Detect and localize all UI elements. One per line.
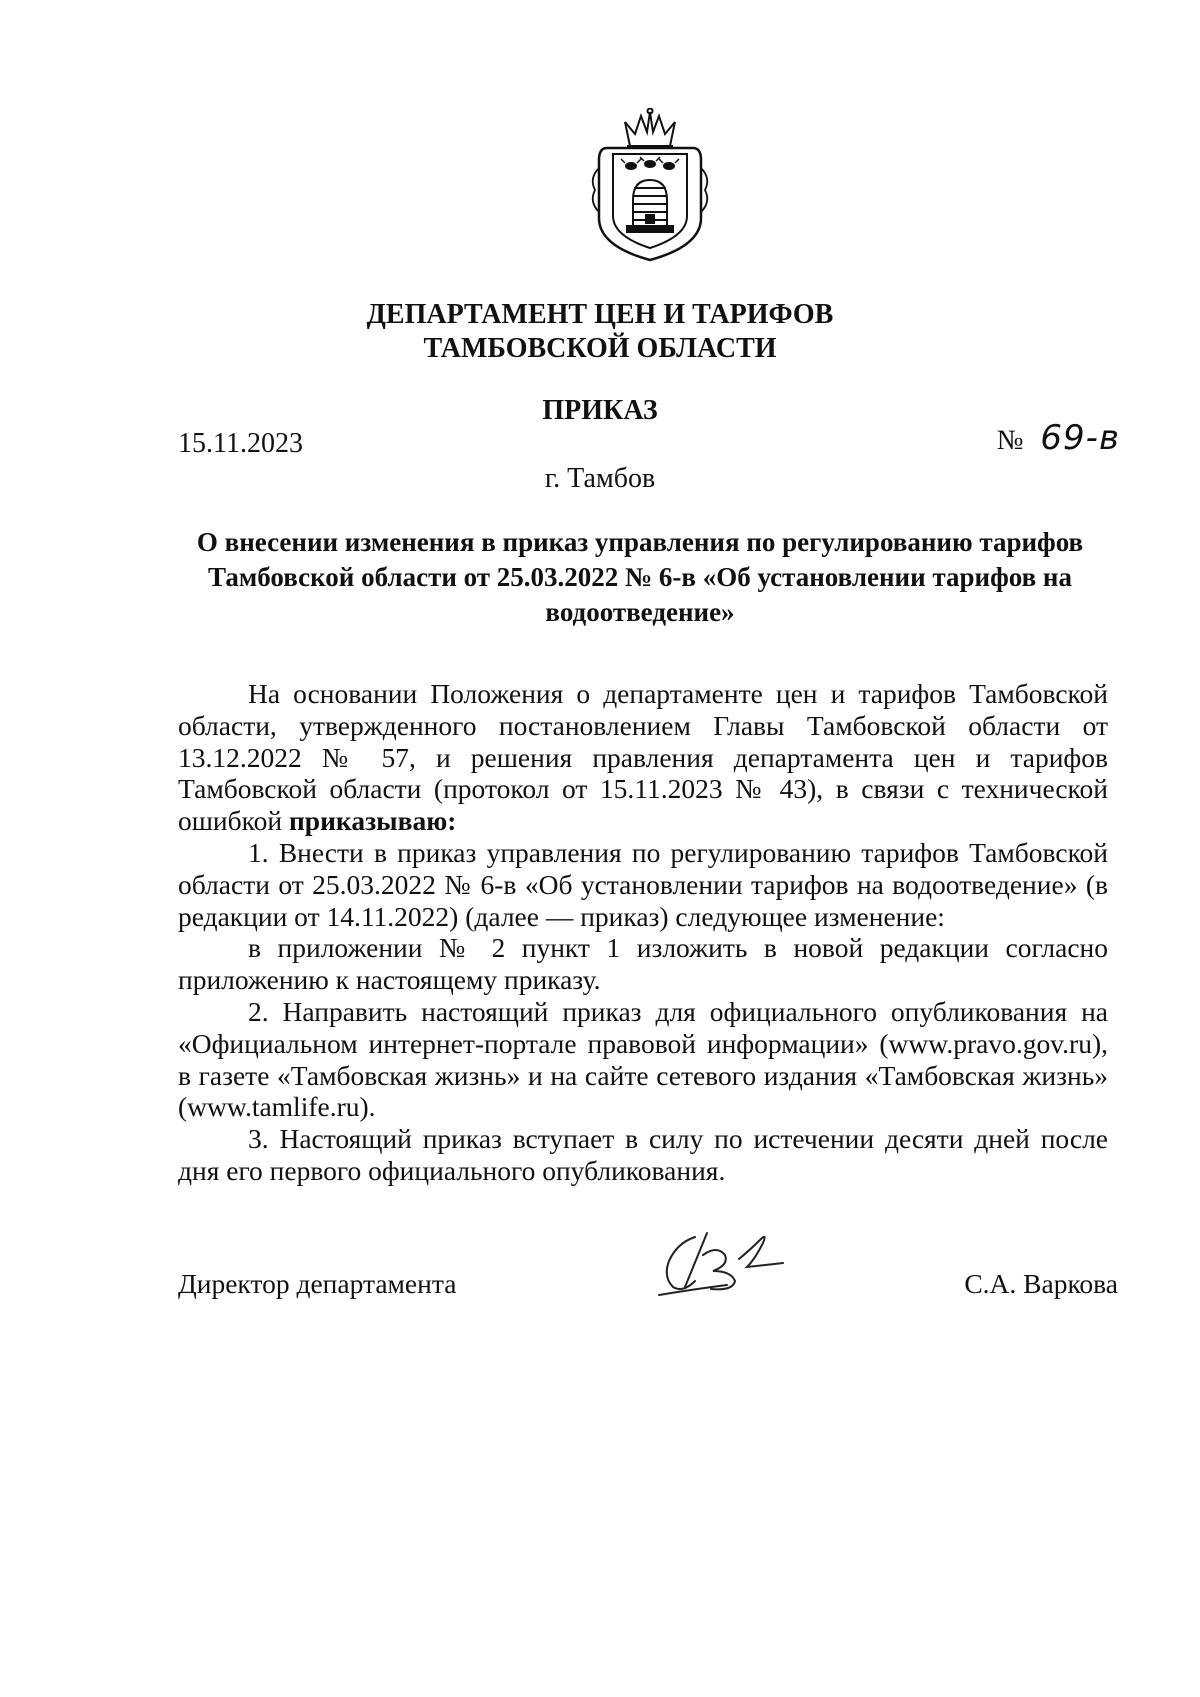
document-subject bbox=[170, 525, 1110, 630]
department-title-line2: ТАМБОВСКОЙ ОБЛАСТИ bbox=[423, 333, 777, 364]
department-title-line1: ДЕПАРТАМЕНТ ЦЕН И ТАРИФОВ bbox=[366, 299, 834, 330]
number-value: 69-в bbox=[1040, 418, 1120, 458]
document-body bbox=[178, 678, 1108, 1187]
subject-line3: водоотведение» bbox=[545, 597, 735, 627]
handwritten-signature bbox=[655, 1225, 805, 1305]
document-number bbox=[997, 420, 1120, 459]
coat-of-arms-emblem bbox=[585, 108, 715, 268]
subject-line2: Тамбовской области от 25.03.2022 № 6-в «Об установлении тарифов на bbox=[208, 562, 1072, 592]
signatory-position: Директор департамента bbox=[178, 1268, 457, 1299]
document-date: 15.11.2023 bbox=[178, 428, 303, 459]
preamble-paragraph bbox=[178, 678, 1108, 837]
subject-line1: О внесении изменения в приказ управления по регулированию тарифов bbox=[196, 527, 1084, 557]
document-city: г. Тамбов bbox=[544, 463, 656, 494]
item-3-paragraph: 3. Настоящий приказ вступает в силу по истечении десяти дней после дня его первого официального опубликования. bbox=[178, 1123, 1108, 1186]
item-2-paragraph: 2. Направить настоящий приказ для официального опубликования на «Официальном интернет-портале правовой информации» (www.pravo.gov.ru), в газете «Тамбовская жизнь» и на сайте сетевого издания «Тамбовская жизнь» (www.tamlife.ru). bbox=[178, 995, 1108, 1123]
item-1-detail-paragraph: в приложении № 2 пункт 1 изложить в новой редакции согласно приложению к настоящему приказу. bbox=[178, 932, 1108, 996]
number-sign: № bbox=[996, 425, 1024, 456]
document-kind: ПРИКАЗ bbox=[542, 395, 658, 426]
signatory-name: С.А. Варкова bbox=[964, 1268, 1118, 1299]
preamble-bold-text: приказываю: bbox=[288, 805, 457, 837]
department-title bbox=[300, 298, 900, 366]
item-1-paragraph: 1. Внести в приказ управления по регулированию тарифов Тамбовской области от 25.03.2022 № 6-в «Об установлении тарифов на водоотведение» (в редакции от 14.11.2022) (далее — приказ) следующее изменение: bbox=[178, 836, 1108, 932]
preamble-text: На основании Положения о департаменте цен и тарифов Тамбовской области, утвержденного постановлением Главы Тамбовской области от 13.12.2022 № 57, и решения правления департамента цен и тарифов Тамбовской области (протокол от 15.11.2023 № 43), в связи с технической ошибкой bbox=[178, 678, 1108, 837]
